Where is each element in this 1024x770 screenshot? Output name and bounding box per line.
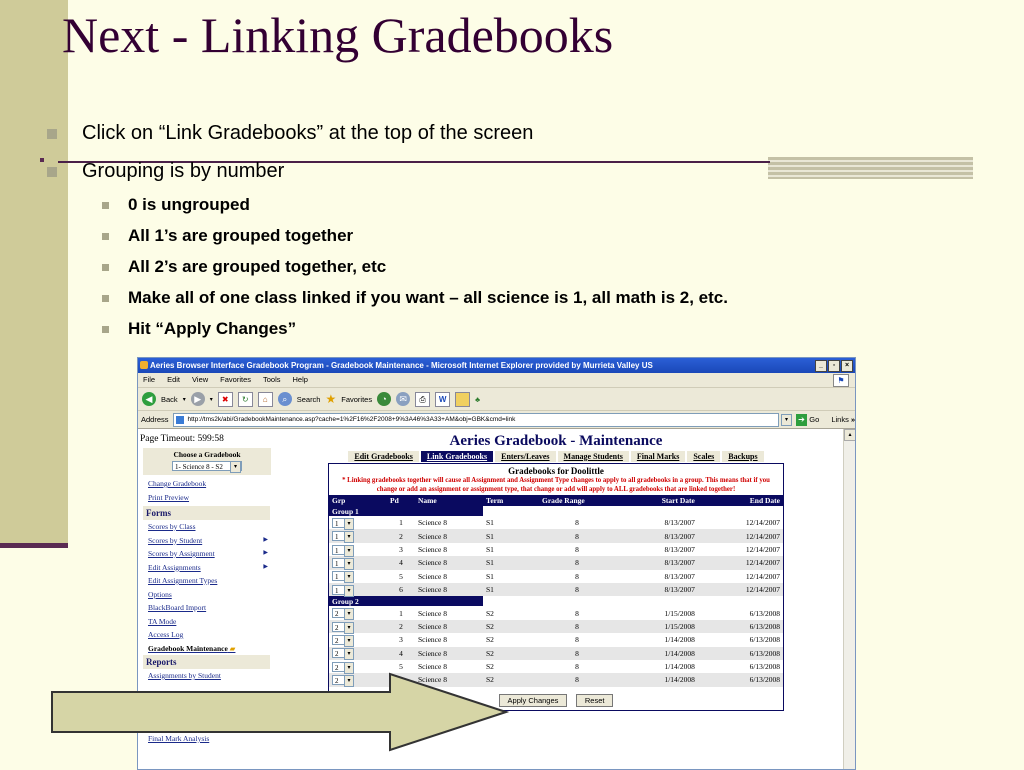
form-link[interactable] [148,642,270,656]
group-cell [329,516,387,529]
chevron-down-icon: ▾ [230,461,241,473]
address-label: Address [141,415,169,424]
cell-start: 8/13/2007 [615,556,698,569]
cell-start: 8/13/2007 [615,529,698,542]
cell-term: S1 [486,571,494,581]
submenu-arrow-icon: ▶ [263,536,268,543]
cell-grade: 8 [539,620,615,633]
gradebook-select[interactable] [172,461,242,471]
group-select[interactable] [332,571,354,581]
cell-name: Science 8 [415,673,483,686]
group-header-filler [483,596,783,606]
cell-name: Science 8 [415,647,483,660]
go-button[interactable]: Go [809,415,820,424]
table-row [329,606,783,619]
cell-pd: 6 [387,583,415,596]
menu-view[interactable]: View [192,375,209,384]
col-pd: Pd [387,495,415,506]
report-link-assignments-by-student[interactable]: Assignments by Student [148,671,221,680]
group-select-value: 1 [335,560,339,568]
cell-pd: 4 [387,556,415,569]
gradebook-select-value: 1- Science 8 - S2 [175,463,223,471]
submenu-arrow-icon: ▶ [263,563,268,570]
cell-term: S2 [483,673,539,686]
chevron-down-icon: ▾ [344,545,354,557]
slide-title: Next - Linking Gradebooks [62,7,614,63]
group-cell [329,543,387,556]
cell-name: Science 8 [418,571,447,581]
cell-name: Science 8 [418,635,447,645]
cell-term: S2 [483,647,539,660]
change-gradebook-link[interactable]: Change Gradebook [148,479,207,488]
sub-bullet-marker [102,202,109,209]
group-select[interactable] [332,648,354,658]
folder-open-icon: ▰ [227,643,236,653]
back-label[interactable]: Back [161,394,178,404]
cell-start: 1/15/2008 [615,620,698,633]
home-icon[interactable]: ⌂ [258,392,273,407]
cell-term: S1 [486,544,494,554]
choose-gradebook-label: Choose a Gradebook [173,450,241,459]
cell-grade: 8 [575,662,579,672]
reset-button[interactable]: Reset [576,694,614,707]
reports-header: Reports [143,655,270,669]
chevron-down-icon: ▾ [344,571,354,583]
cell-end: 12/14/2007 [745,518,780,528]
apply-changes-button[interactable]: Apply Changes [499,694,568,707]
form-link-label: BlackBoard Import [148,603,207,612]
group-cell [329,570,387,583]
group-header: Group 2 [329,596,483,606]
links-button[interactable]: Links [831,415,849,424]
group-select[interactable] [332,608,354,618]
cell-grade: 8 [575,571,579,581]
cell-term: S2 [483,620,539,633]
cell-start: 1/14/2008 [615,673,698,686]
form-link-label: Access Log [148,630,184,639]
close-icon[interactable]: × [841,360,853,372]
bullet-marker [47,129,57,139]
group-cell [329,583,387,596]
favorites-label[interactable]: Favorites [341,394,373,404]
group-select-value: 2 [335,623,339,632]
history-icon[interactable]: ◔ [377,392,391,406]
cell-start: 1/14/2008 [664,662,695,672]
print-preview-link[interactable]: Print Preview [148,492,190,502]
menu-favorites[interactable]: Favorites [220,375,251,384]
chevron-down-icon: ▾ [344,622,354,634]
chevron-down-icon: ▾ [344,675,354,687]
form-link[interactable] [148,574,270,588]
sub-bullet-marker [102,295,109,302]
chevron-down-icon: ▾ [344,558,354,570]
menu-file[interactable]: File [143,375,156,384]
pointer-arrow-icon [50,672,510,754]
ie-icon [140,361,148,369]
go-arrow-icon[interactable]: ➔ [796,414,808,426]
cell-pd: 2 [387,529,415,542]
cell-end: 6/13/2008 [698,620,783,633]
cell-grade: 8 [575,635,579,645]
page-scrollbar[interactable] [843,429,855,769]
cell-start: 8/13/2007 [664,518,695,528]
cell-term: S2 [486,608,494,618]
search-icon[interactable]: ⌕ [278,392,292,406]
cell-end: 6/13/2008 [698,673,783,686]
sub-bullet-1: 0 is ungrouped [128,195,250,214]
cell-grade: 8 [575,518,579,528]
menu-help[interactable]: Help [292,375,308,384]
sub-bullet-4: Make all of one class linked if you want – all science is 1, all math is 2, etc. [128,288,728,307]
form-link-label: Gradebook Maintenance [148,643,228,653]
page-timeout: Page Timeout: 599:58 [140,434,224,444]
cell-grade: 8 [539,647,615,660]
form-link-label: Scores by Student [148,535,203,545]
gradebooks-title: Gradebooks for Doolittle [508,466,604,476]
form-link[interactable] [148,628,270,642]
group-select[interactable] [332,635,354,645]
browser-toolbar [138,388,855,411]
chevron-down-icon: ▾ [344,635,354,647]
address-dropdown-icon[interactable]: ▾ [781,414,792,426]
forms-list [140,520,270,655]
sub-bullet-marker [102,264,109,271]
refresh-icon[interactable]: ↻ [238,392,253,407]
cell-grade: 8 [539,583,615,596]
table-row [329,633,783,646]
browser-title-bar [138,358,855,373]
submenu-arrow-icon: ▶ [263,550,268,556]
form-link-label: Edit Assignment Types [148,576,218,585]
cell-start: 1/15/2008 [664,608,695,618]
cell-start: 1/14/2008 [664,635,695,645]
cell-term: S2 [486,662,494,672]
cell-pd: 5 [399,571,403,581]
table-row [329,556,783,569]
cell-grade: 8 [539,556,615,569]
chevron-down-icon: ▾ [344,662,354,674]
col-start-date: Start Date [615,495,698,506]
cell-name: Science 8 [418,662,447,672]
address-bar [138,411,855,429]
cell-end: 12/14/2007 [698,529,783,542]
forward-arrow-icon[interactable]: ▶ [191,392,205,406]
group-select-value: 2 [335,636,339,645]
tab-link-gradebooks[interactable]: Link Gradebooks [421,451,493,462]
menu-bar [138,373,855,388]
left-decor-bar [0,0,68,546]
search-label[interactable]: Search [296,394,321,404]
cell-grade: 8 [539,673,615,686]
table-row [329,620,783,633]
cell-pd: 1 [399,518,403,528]
folder-icon[interactable] [455,392,470,407]
group-select-value: 1 [335,533,339,542]
sub-bullet-3: All 2’s are grouped together, etc [128,257,387,276]
right-decor-stripes [768,157,973,179]
form-link-label: Edit Assignments [148,562,201,572]
browser-title: Aeries Browser Interface Gradebook Program - Gradebook Maintenance - Microsoft Internet Explorer provided by Murrieta Valley US [150,361,653,370]
tab-enters-leaves[interactable]: Enters/Leaves [495,451,555,462]
chevron-right-icon[interactable]: » [850,415,855,424]
form-link[interactable] [148,520,270,534]
form-link-label: Scores by Class [148,522,196,531]
cell-grade: 8 [575,544,579,554]
group-select[interactable] [332,585,354,595]
cell-end: 6/13/2008 [749,662,780,672]
chevron-down-icon: ▾ [344,608,354,620]
group-select-value: 2 [335,677,339,686]
cell-pd: 3 [399,544,403,554]
messenger-icon[interactable]: ♣ [475,394,481,404]
group-select[interactable] [332,545,354,555]
group-select-value: 1 [335,573,339,582]
gradebook-table [329,495,783,687]
group-select-value: 1 [335,519,339,528]
group-select-value: 1 [335,546,339,555]
table-row [329,543,783,556]
chevron-down-icon: ▾ [344,518,354,530]
form-link-label: TA Mode [148,616,177,626]
cell-name: Science 8 [415,583,483,596]
link-warning: * Linking gradebooks together will cause all Assignment and Assignment Type changes to apply to all gradebooks in a group. This means that if you change or add an assignment or assignment type, that change or add will apply to ALL gradebooks that are linked together! [342,477,770,493]
form-link[interactable] [148,615,270,629]
bullet-2: Grouping is by number [82,160,285,182]
scroll-up-icon[interactable]: ▴ [844,429,856,441]
address-url: http://tms2k/abi/GradebookMaintenance.asp?cache=1%2F16%2F2008+9%3A46%3A33+AM&obj=GBK&cmd=link [187,415,516,423]
group-select[interactable] [332,622,354,632]
cell-start: 1/14/2008 [615,647,698,660]
form-link[interactable] [148,534,270,548]
dropdown-icon[interactable]: ▾ [209,396,213,403]
chevron-down-icon: ▾ [344,585,354,597]
bullet-marker [47,167,57,177]
col-end-date: End Date [698,495,783,506]
group-header-filler [483,506,783,516]
sub-bullet-5: Hit “Apply Changes” [128,319,297,338]
col-grp: Grp [329,495,387,506]
sub-bullet-marker [102,326,109,333]
sub-bullet-marker [102,233,109,240]
table-row [329,570,783,583]
group-cell [329,647,387,660]
bullet-1: Click on “Link Gradebooks” at the top of the screen [82,122,534,144]
table-row [329,516,783,529]
form-link-label: Options [148,589,172,599]
group-select-value: 2 [335,663,339,672]
back-arrow-icon[interactable]: ◀ [142,392,156,406]
cell-grade: 8 [575,608,579,618]
windows-logo-icon: ⚑ [833,374,849,387]
maintenance-tabs [328,451,784,462]
group-cell [329,633,387,646]
cell-start: 8/13/2007 [664,571,695,581]
stop-icon[interactable]: ✖ [218,392,233,407]
table-row [329,529,783,542]
tab-edit-gradebooks[interactable]: Edit Gradebooks [348,451,418,462]
chevron-down-icon: ▾ [344,648,354,660]
maximize-icon[interactable]: ▫ [828,360,840,372]
group-select-value: 2 [335,650,339,659]
print-icon[interactable]: ⎙ [415,392,430,407]
form-link[interactable] [148,561,270,575]
tab-backups[interactable]: Backups [722,451,763,462]
dropdown-icon[interactable]: ▾ [182,396,186,403]
cell-end: 6/13/2008 [698,647,783,660]
menu-edit[interactable]: Edit [167,375,181,384]
col-grade-range: Grade Range [539,495,615,506]
minimize-icon[interactable]: _ [815,360,827,372]
cell-pd: 5 [399,662,403,672]
cell-pd: 4 [387,647,415,660]
group-cell [329,556,387,569]
favorites-star-icon[interactable]: ★ [325,392,337,406]
cell-name: Science 8 [415,529,483,542]
tab-scales[interactable]: Scales [687,451,720,462]
cell-end: 12/14/2007 [745,571,780,581]
group-cell [329,620,387,633]
group-cell [329,606,387,619]
cell-name: Science 8 [415,620,483,633]
cell-end: 6/13/2008 [749,608,780,618]
table-row [329,647,783,660]
tab-manage-students[interactable]: Manage Students [558,451,629,462]
sub-bullet-2: All 1’s are grouped together [128,226,354,245]
cell-pd: 3 [399,635,403,645]
group-header: Group 1 [329,506,483,516]
cell-name: Science 8 [415,556,483,569]
cell-pd: 1 [399,608,403,618]
group-select[interactable] [332,518,354,528]
cell-start: 8/13/2007 [615,583,698,596]
report-link-final-mark-analysis[interactable]: Final Mark Analysis [148,734,210,743]
address-input[interactable] [173,413,780,427]
tab-final-marks[interactable]: Final Marks [631,451,685,462]
mail-icon[interactable]: ✉ [396,392,410,406]
cell-term: S1 [483,583,539,596]
col-term: Term [483,495,539,506]
window-buttons [815,360,853,372]
cell-term: S1 [486,518,494,528]
group-select[interactable] [332,558,354,568]
form-link[interactable] [148,588,270,602]
cell-pd: 2 [387,620,415,633]
decor-dot [40,158,44,162]
cell-grade: 8 [539,529,615,542]
maintenance-title: Aeries Gradebook - Maintenance [449,433,663,449]
group-select-value: 1 [335,586,339,595]
group-cell [329,529,387,542]
maintenance-main [328,433,784,711]
cell-name: Science 8 [418,544,447,554]
form-link[interactable] [148,547,270,561]
cell-term: S1 [483,556,539,569]
forms-header: Forms [143,506,270,520]
cell-name: Science 8 [418,608,447,618]
choose-gradebook-panel [143,448,271,475]
table-row [329,583,783,596]
cell-end: 12/14/2007 [698,556,783,569]
cell-name: Science 8 [418,518,447,528]
form-link[interactable] [148,601,270,615]
col-name: Name [415,495,483,506]
group-select-value: 2 [335,610,339,619]
left-decor-line [0,543,68,548]
menu-tools[interactable]: Tools [263,375,281,384]
cell-end: 6/13/2008 [749,635,780,645]
cell-end: 12/14/2007 [745,544,780,554]
cell-start: 8/13/2007 [664,544,695,554]
form-link-label: Scores by Assignment [148,549,215,558]
group-select[interactable] [332,531,354,541]
cell-term: S1 [483,529,539,542]
page-icon [176,416,184,424]
group-select[interactable] [332,662,354,672]
word-icon[interactable]: W [435,392,450,407]
chevron-down-icon: ▾ [344,531,354,543]
cell-end: 12/14/2007 [698,583,783,596]
cell-term: S2 [486,635,494,645]
